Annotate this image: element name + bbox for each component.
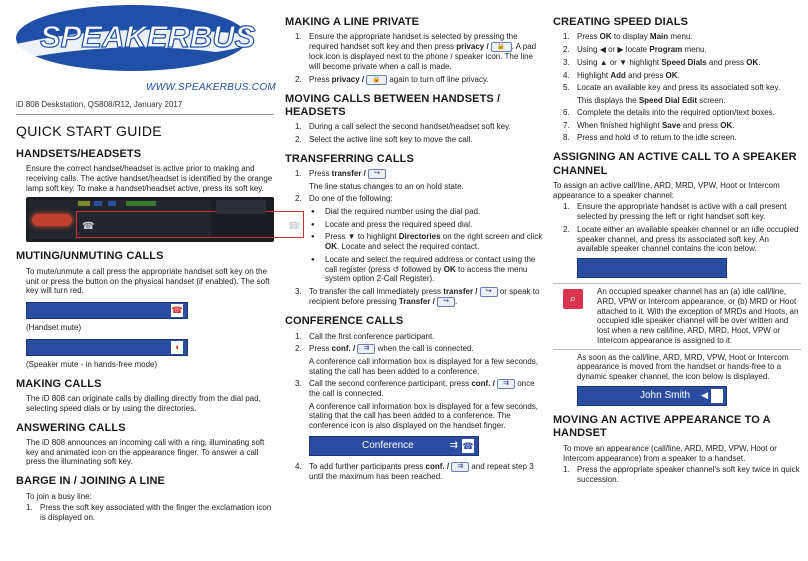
transfer-note: The line status changes to an on hold state. [309, 182, 464, 192]
assign-title: ASSIGNING AN ACTIVE CALL TO A SPEAKER CHANNEL [553, 151, 797, 177]
header-divider [16, 114, 274, 115]
handsets-body: Ensure the correct handset/headset is active prior to making and receiving calls. The active handset/headset is identified by the orange lamp soft key. To make a handset/headset active, press its soft key. [26, 164, 273, 193]
arrow-down-icon: ▼ [347, 232, 356, 242]
transfer-key-icon: ↪ [368, 169, 386, 179]
barge-steps [16, 503, 274, 523]
list-item: 3. To transfer the call immediately press transfer / ↪ or speak to recipient before pressing Transfer / ↪ . [295, 287, 540, 307]
answering-title: ANSWERING CALLS [16, 421, 126, 434]
making-title: MAKING CALLS [16, 377, 102, 390]
transfer-steps-2 [285, 194, 545, 204]
barge-intro: To join a busy line: [26, 491, 92, 501]
list-item: 1. Call the first conference participant. [295, 331, 435, 341]
conference-screen [309, 436, 479, 456]
orange-lamp-softkey [32, 214, 72, 226]
transfer-options [309, 207, 545, 284]
transfer-steps [285, 169, 545, 179]
column-right [553, 0, 801, 488]
transfer-steps-3 [285, 287, 545, 307]
handset-mute-caption: (Handset mute) [26, 323, 82, 333]
list-item: 4. Highlight Add and press OK. [563, 70, 680, 80]
speaker-channel-screen [577, 386, 727, 406]
doc-info: iD 808 Deskstation, QS808/R12, January 2017 [16, 100, 183, 109]
logo-text: SPEAKERBUS [40, 19, 256, 54]
list-item: 4. To add further participants press conf. / ⇉ and repeat step 3 until the maximum has been reached. [295, 461, 534, 481]
private-title: MAKING A LINE PRIVATE [285, 16, 420, 28]
moving-appearance-steps [553, 465, 801, 485]
chevron-left-icon: ◀ [701, 389, 708, 400]
moving-appearance-title: MOVING AN ACTIVE APPEARANCE TO A HANDSET [553, 413, 771, 440]
return-icon: ↺ [632, 133, 640, 143]
list-item: 8. Press and hold ↺ to return to the idle screen. [563, 133, 737, 143]
speaker-mute-screen [26, 339, 188, 356]
handset-highlight-box [76, 211, 304, 238]
column-left [16, 0, 301, 526]
logo-area [16, 0, 277, 96]
list-item: ● Dial the required number using the dial pad. [309, 207, 545, 217]
main-title: QUICK START GUIDE [16, 122, 162, 139]
note-icon: ⌕ [563, 289, 583, 309]
transfer-key-icon: ↪ [480, 287, 498, 297]
note-box [553, 283, 801, 350]
list-item: 2. Press privacy / 🔒 again to turn off line privacy. [295, 74, 489, 84]
list-item: 1. Ensure the appropriate handset is active with a call present selected by pressing the left or right handset soft key. [563, 202, 787, 222]
speed-steps-2 [553, 108, 801, 143]
handset-icon: ☎ [462, 440, 474, 451]
list-item: ● Press ▼ to highlight Directories on the right screen and click OK. Locate and select the required contact. [309, 232, 545, 252]
conference-title: CONFERENCE CALLS [285, 315, 404, 328]
making-body: The iD 808 can originate calls by dialling directly from the dial pad, selecting speed dials or by using the directories. [26, 394, 261, 413]
list-item: 1. Press transfer / ↪ [285, 169, 545, 179]
list-item: 1. Press the soft key associated with the finger the exclamation icon is displayed on. [26, 503, 272, 523]
list-item: 2. Press conf. / ⇉ when the call is connected. [295, 344, 474, 354]
speed-note: This displays the Speed Dial Edit screen. [577, 96, 726, 106]
list-item: 3. Using ▲ or ▼ highlight Speed Dials and press OK. [563, 57, 761, 67]
list-item: 5. Locate an available key and press its associated soft key. [563, 83, 781, 93]
arrow-right-icon: ▶ [617, 45, 624, 55]
conference-key-icon: ⇉ [357, 344, 375, 354]
arrow-left-icon: ◀ [599, 45, 606, 55]
conference-steps-4 [285, 462, 545, 482]
list-item: 2. Do one of the following: [295, 194, 393, 204]
speed-steps [553, 32, 801, 93]
list-item: 3. Call the second conference participant, press conf. / ⇉ once the call is connected. [295, 378, 535, 398]
lock-key-icon: 🔒 [491, 42, 512, 52]
speed-dials-title: CREATING SPEED DIALS [553, 16, 689, 28]
assign-after: As soon as the call/line, ARD, MRD, VPW, Hoot or Intercom appearance is moved from the handset or hands-free to a dynamic speaker channel, the icon below is displayed. [577, 352, 789, 382]
clock-icon: ↺ [392, 264, 400, 274]
assign-intro: To assign an active call/line, ARD, MRD, VPW, Hoot or Intercom appearance to a speaker channel: [553, 180, 780, 200]
website-url[interactable]: WWW.SPEAKERBUS.COM [146, 82, 277, 93]
speaker-mute-caption: (Speaker mute - in hands-free mode) [26, 359, 158, 369]
list-item: 7. When finished highlight Save and press OK. [563, 120, 735, 130]
conference-screen-label: Conference [362, 439, 414, 451]
mute-handset-icon: ☎ [171, 305, 183, 316]
list-item: 1. Press the appropriate speaker channel’s soft key twice in quick succession. [563, 465, 800, 485]
mute-speaker-icon: ◖ [171, 341, 183, 354]
lock-key-icon: 🔒 [366, 75, 387, 85]
handset-icon-left: ☎ [82, 221, 95, 233]
column-middle [285, 0, 545, 485]
handsets-title: HANDSETS/HEADSETS [16, 147, 142, 160]
list-item: 2. Locate either an available speaker channel or an idle occupied speaker channel, and press its associated soft key. An available speaker channel contains the icon below. [563, 224, 799, 254]
assign-steps [553, 202, 801, 254]
note-text: An occupied speaker channel has an (a) idle call/line, ARD, VPW or Intercom appearance, or (b) MRD or Hoot attached to it. With the exception of MRDs and Hoots, an occupied idle speaker channel will be over written and lost when a new call/line, ARD, MRD, Hoot, VPW or Intercom appearance is assigned to it. [597, 287, 799, 345]
muting-body: To mute/unmute a call press the appropriate handset soft key on the unit or press the button on the physical handset (if enabled). The soft key will turn red. [26, 266, 270, 296]
conference-steps-3 [285, 379, 545, 399]
answering-body: The iD 808 announces an incoming call with a ring, illuminating soft key and animated icon on the appearance finger. To answer a call press the illuminating soft key. [26, 437, 265, 467]
arrow-up-icon: ▲ [599, 57, 608, 67]
list-item: 1. Ensure the appropriate handset is selected by pressing the required handset soft key and then press privacy / 🔒 . A pad lock icon is displayed next to the phone / speaker icon. The line will become private when a call is made. [295, 32, 537, 71]
list-item: 2. Using ◀ or ▶ locate Program menu. [563, 45, 707, 55]
conference-key-icon: ⇉ [451, 462, 469, 472]
list-item: 2. Select the active line soft key to move the call. [295, 135, 473, 145]
conference-key-icon: ⇉ [497, 379, 515, 389]
list-item: 6. Complete the details into the required option/text boxes. [563, 107, 775, 117]
conference-note-1: A conference call information box is displayed for a few seconds, stating the call has been added to a conference. [309, 357, 539, 377]
handset-mute-screen [26, 302, 188, 319]
available-channel-screen [577, 258, 727, 278]
speaker-slot-icon [711, 389, 723, 403]
muting-title: MUTING/UNMUTING CALLS [16, 250, 164, 263]
conference-steps [285, 332, 545, 355]
list-item: ● Locate and select the required address or contact using the call register (press ↺ followed by OK to access the menu system option 2-Call Register). [309, 255, 545, 284]
moving-appearance-intro: To move an appearance (call/line, ARD, MRD, VPW, Hoot or Intercom appearance) from a speaker to a handset. [563, 443, 777, 463]
moving-steps [285, 122, 545, 145]
arrow-down-icon: ▼ [619, 57, 628, 67]
list-item: ● Locate and press the required speed dial. [309, 220, 545, 230]
transfer-key-icon: ↪ [437, 297, 455, 307]
list-item: 1. Press OK to display Main menu. [563, 32, 693, 42]
private-steps [285, 32, 545, 84]
device-screen-image [26, 197, 301, 242]
conference-note-2: A conference call information box is displayed for a few seconds, stating that the call has been added to a conference. The conference icon is also displayed on the handset finger. [309, 401, 539, 431]
list-item: 1. During a call select the second handset/headset soft key. [295, 122, 511, 132]
handset-icon-right: ☎ [288, 221, 301, 233]
moving-calls-title: MOVING CALLS BETWEEN HANDSETS / HEADSETS [285, 92, 501, 119]
transfer-title: TRANSFERRING CALLS [285, 152, 414, 165]
conference-icon: ⇉ [449, 439, 458, 451]
barge-title: BARGE IN / JOINING A LINE [16, 475, 165, 488]
speakerbus-logo [16, 0, 274, 80]
channel-name: John Smith [640, 389, 691, 401]
